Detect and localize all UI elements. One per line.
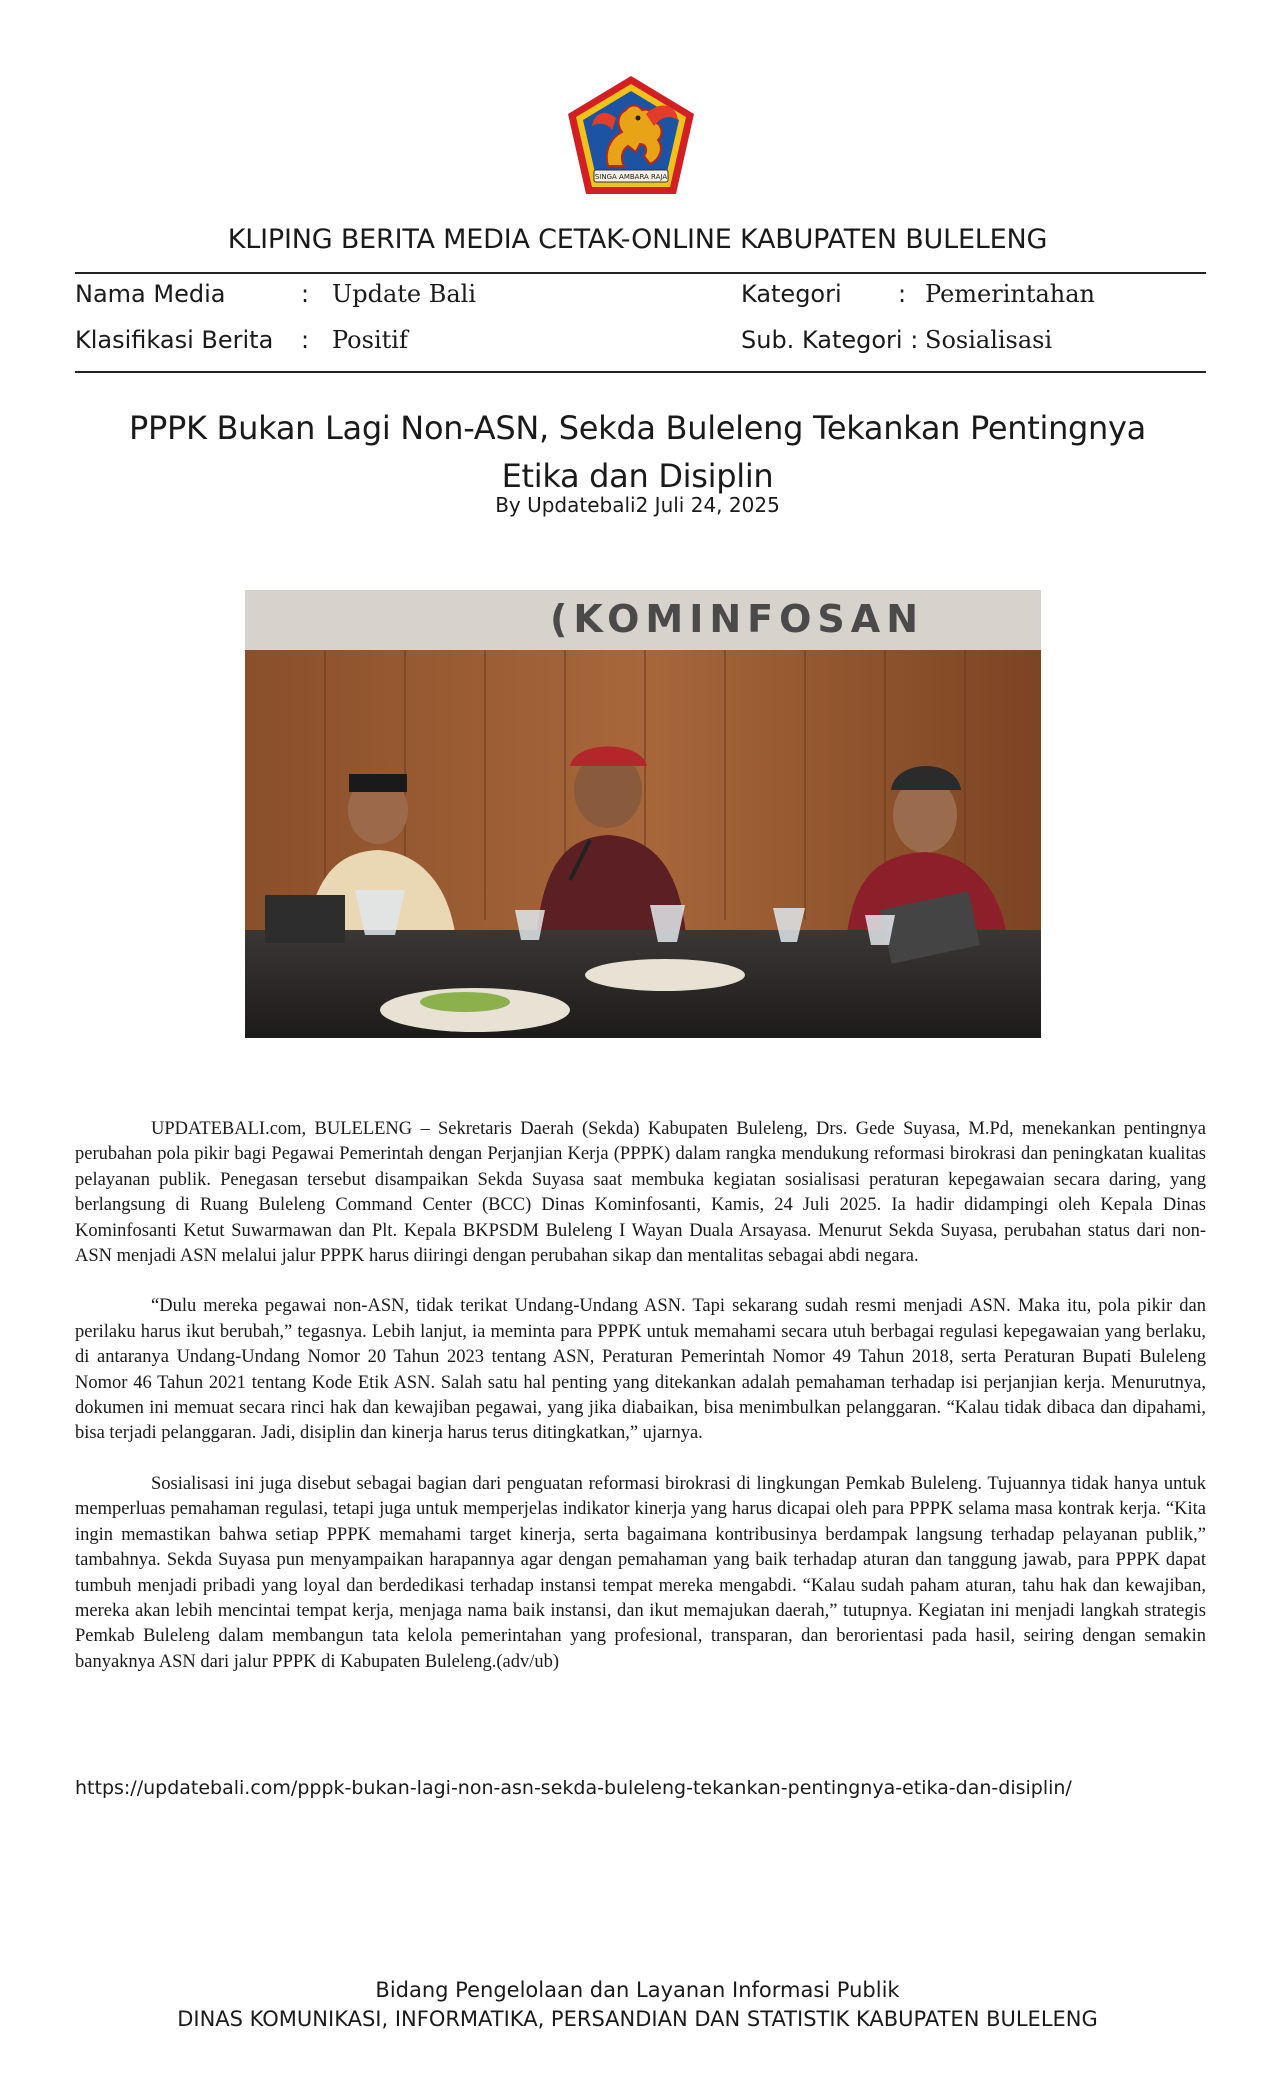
footer-line-2: DINAS KOMUNIKASI, INFORMATIKA, PERSANDIAN DAN STATISTIK KABUPATEN BULELENG xyxy=(177,2007,1098,2031)
article-body xyxy=(75,1117,1206,1700)
klasifikasi-label: Klasifikasi Berita xyxy=(75,326,274,354)
kliping-header-title: KLIPING BERITA MEDIA CETAK-ONLINE KABUPATEN BULELENG xyxy=(227,224,1048,255)
header-bottom-rule xyxy=(75,371,1206,373)
kategori-colon: : xyxy=(898,280,907,308)
article-paragraph-2: “Dulu mereka pegawai non-ASN, tidak terikat Undang-Undang ASN. Tapi sekarang sudah resmi menjadi ASN. Maka itu, pola pikir dan perilaku harus ikut berubah,” tegasnya. Lebih lanjut, ia meminta para PPPK untuk memahami secara utuh berbagai regulasi kepegawaian yang berlaku, di antaranya Undang-Undang Nomor 20 Tahun 2023 tentang ASN, Peraturan Pemerintah Nomor 49 Tahun 2018, serta Peraturan Bupati Buleleng Nomor 46 Tahun 2021 tentang Kode Etik ASN. Salah satu hal penting yang ditekankan adalah pemahaman terhadap isi perjanjian kerja. Menurutnya, dokumen ini memuat secara rinci hak dan kewajiban pegawai, yang jika diabaikan, bisa menimbulkan pelanggaran. “Kalau tidak dibaca dan dipahami, bisa terjadi pelanggaran. Jadi, disiplin dan kinerja harus terus ditingkatkan,” ujarnya. xyxy=(75,1296,1206,1444)
klasifikasi-value: Positif xyxy=(332,326,408,354)
source-url-link[interactable]: https://updatebali.com/pppk-bukan-lagi-non-asn-sekda-buleleng-tekankan-pentingnya-etika-dan-disiplin/ xyxy=(75,1777,1072,1799)
kategori-label: Kategori xyxy=(741,280,842,308)
photo-wall-sign: (KOMINFOSAN xyxy=(550,597,925,641)
article-paragraph-1: UPDATEBALI.com, BULELENG – Sekretaris Daerah (Sekda) Kabupaten Buleleng, Drs. Gede Suyasa, M.Pd, menekankan pentingnya perubahan pola pikir bagi Pegawai Pemerintah dengan Perjanjian Kerja (PPPK) dalam rangka mendukung reformasi birokrasi dan peningkatan kualitas pelayanan publik. Penegasan tersebut disampaikan Sekda Suyasa saat membuka kegiatan sosialisasi peraturan kepegawaian secara daring, yang berlangsung di Ruang Buleleng Command Center (BCC) Dinas Kominfosanti, Kamis, 24 Juli 2025. Ia hadir didampingi oleh Kepala Dinas Kominfosanti Ketut Suwarmawan dan Plt. Kepala BKPSDM Buleleng I Wayan Duala Arsayasa. Menurut Sekda Suyasa, perubahan status dari non-ASN menjadi ASN melalui jalur PPPK harus diiringi dengan perubahan sikap dan mentalitas sebagai abdi negara. xyxy=(75,1119,1206,1267)
buleleng-crest-logo xyxy=(564,74,698,198)
nama-media-colon: : xyxy=(301,280,310,308)
nama-media-value: Update Bali xyxy=(332,280,477,308)
logo-motto: SINGA AMBARA RAJA xyxy=(594,173,668,181)
footer-line-1: Bidang Pengelolaan dan Layanan Informasi Publik xyxy=(375,1978,900,2002)
nama-media-label: Nama Media xyxy=(75,280,226,308)
sub-kategori-value: Sosialisasi xyxy=(925,326,1053,354)
headline-line-2: Etika dan Disiplin xyxy=(501,457,774,495)
article-byline: By Updatebali2 Juli 24, 2025 xyxy=(495,493,780,517)
article-photo xyxy=(245,590,1041,1038)
klasifikasi-colon: : xyxy=(301,326,310,354)
article-headline xyxy=(100,404,1175,500)
kategori-value: Pemerintahan xyxy=(925,280,1096,308)
header-top-rule xyxy=(75,272,1206,274)
headline-line-1: PPPK Bukan Lagi Non-ASN, Sekda Buleleng Tekankan Pentingnya xyxy=(128,409,1146,447)
sub-kategori-label: Sub. Kategori : xyxy=(741,326,919,354)
article-paragraph-3: Sosialisasi ini juga disebut sebagai bagian dari penguatan reformasi birokrasi di lingkungan Pemkab Buleleng. Tujuannya tidak hanya untuk memperluas pemahaman regulasi, tetapi juga untuk memperjelas indikator kinerja yang harus dicapai oleh para PPPK selama masa kontrak kerja. “Kita ingin memastikan bahwa setiap PPPK memahami target kinerja, serta bagaimana kontribusinya berdampak langsung terhadap pelayanan publik,” tambahnya. Sekda Suyasa pun menyampaikan harapannya agar dengan pemahaman yang baik terhadap aturan dan tanggung jawab, para PPPK dapat tumbuh menjadi pribadi yang loyal dan berdedikasi terhadap instansi tempat mereka mengabdi. “Kalau sudah paham aturan, tahu hak dan kewajiban, mereka akan lebih mencintai tempat kerja, menjaga nama baik instansi, dan ikut memajukan daerah,” tutupnya. Kegiatan ini menjadi langkah strategis Pemkab Buleleng dalam membangun tata kelola pemerintahan yang profesional, transparan, dan berorientasi pada hasil, seiring dengan semakin banyaknya ASN dari jalur PPPK di Kabupaten Buleleng.(adv/ub) xyxy=(75,1473,1206,1672)
